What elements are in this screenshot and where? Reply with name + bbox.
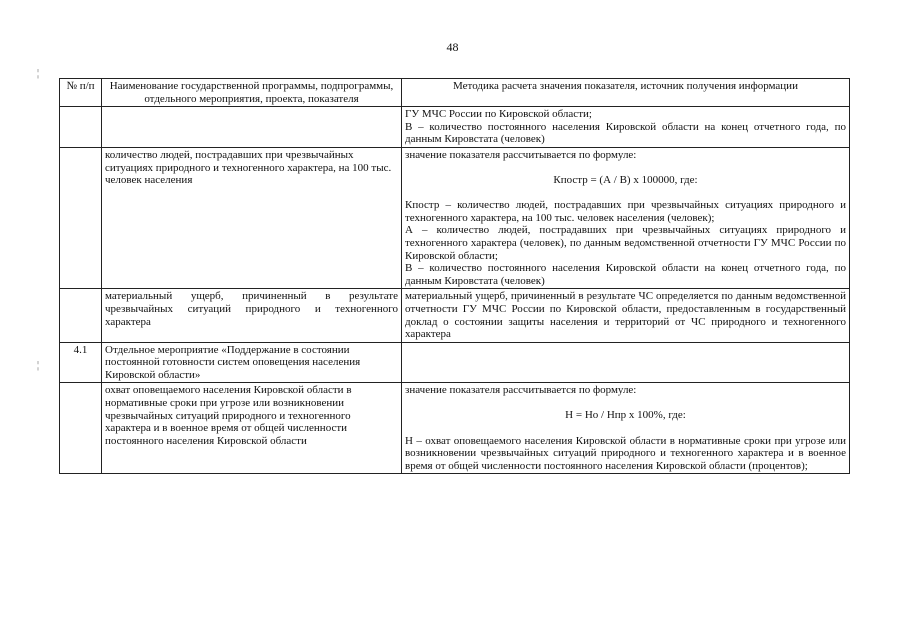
row-name: материальный ущерб, причиненный в результате чрезвычайных ситуаций природного и техногенного характера (102, 289, 402, 342)
row-method (402, 383, 850, 474)
row-number (60, 383, 102, 474)
header-method: Методика расчета значения показателя, источник получения информации (402, 79, 850, 107)
method-line: В – количество постоянного населения Кировской области на конец отчетного года, по данным Кировстата (человек) (405, 262, 846, 287)
row-name: количество людей, пострадавших при чрезвычайных ситуациях природного и техногенного характера, на 100 тыс. человек населения (102, 147, 402, 288)
method-line: Н – охват оповещаемого населения Кировской области в нормативные сроки при угрозе или возникновении чрезвычайных ситуаций природного и техногенного характера и в военное время от общей численности постоянного населения Кировской области (процентов); (405, 434, 846, 472)
table-row (60, 342, 850, 383)
row-method (402, 107, 850, 148)
method-line: В – количество постоянного населения Кировской области на конец отчетного года, по данным Кировстата (человек) (405, 120, 846, 146)
method-line: ГУ МЧС России по Кировской области; (405, 108, 592, 121)
method-line: Кпостр – количество людей, пострадавших при чрезвычайных ситуациях природного и техногенного характера, на 100 тыс. человек населения (человек); (405, 199, 846, 224)
page-number: 48 (446, 40, 459, 54)
margin-mark: ¦ (37, 68, 40, 79)
row-method: материальный ущерб, причиненный в результате ЧС определяется по данным ведомственной отчетности ГУ МЧС России по Кировской области, предоставленным в государственный доклад о состоянии защиты населения и территорий от ЧС природного и техногенного характера (402, 289, 850, 342)
method-intro: значение показателя рассчитывается по формуле: (405, 148, 637, 161)
indicator-table (59, 78, 850, 474)
table-row (60, 289, 850, 342)
row-method (402, 342, 850, 383)
row-method (402, 147, 850, 288)
row-number (60, 107, 102, 148)
method-intro: значение показателя рассчитывается по формуле: (405, 384, 637, 397)
table-row (60, 383, 850, 474)
table-row (60, 107, 850, 148)
formula: Кпостр = (А / В) х 100000, где: (553, 173, 698, 186)
row-number (60, 147, 102, 288)
row-name (102, 107, 402, 148)
margin-mark: ¦ (37, 360, 40, 371)
formula: Н = Но / Нпр х 100%, где: (565, 409, 686, 422)
method-line: А – количество людей, пострадавших при чрезвычайных ситуациях природного и техногенного характера (человек), по данным ведомственной отчетности ГУ МЧС России по Кировской области; (405, 224, 846, 262)
header-number: № п/п (60, 79, 102, 107)
table-header-row (60, 79, 850, 107)
row-number: 4.1 (60, 342, 102, 383)
table-row (60, 147, 850, 288)
row-name: охват оповещаемого населения Кировской области в нормативные сроки при угрозе или возникновении чрезвычайных ситуаций природного и техногенного характера и в военное время от общей численности постоянного населения Кировской области (102, 383, 402, 474)
header-name: Наименование государственной программы, подпрограммы, отдельного мероприятия, проекта, показателя (102, 79, 402, 107)
row-name: Отдельное мероприятие «Поддержание в состоянии постоянной готовности систем оповещения населения Кировской области» (102, 342, 402, 383)
row-number (60, 289, 102, 342)
